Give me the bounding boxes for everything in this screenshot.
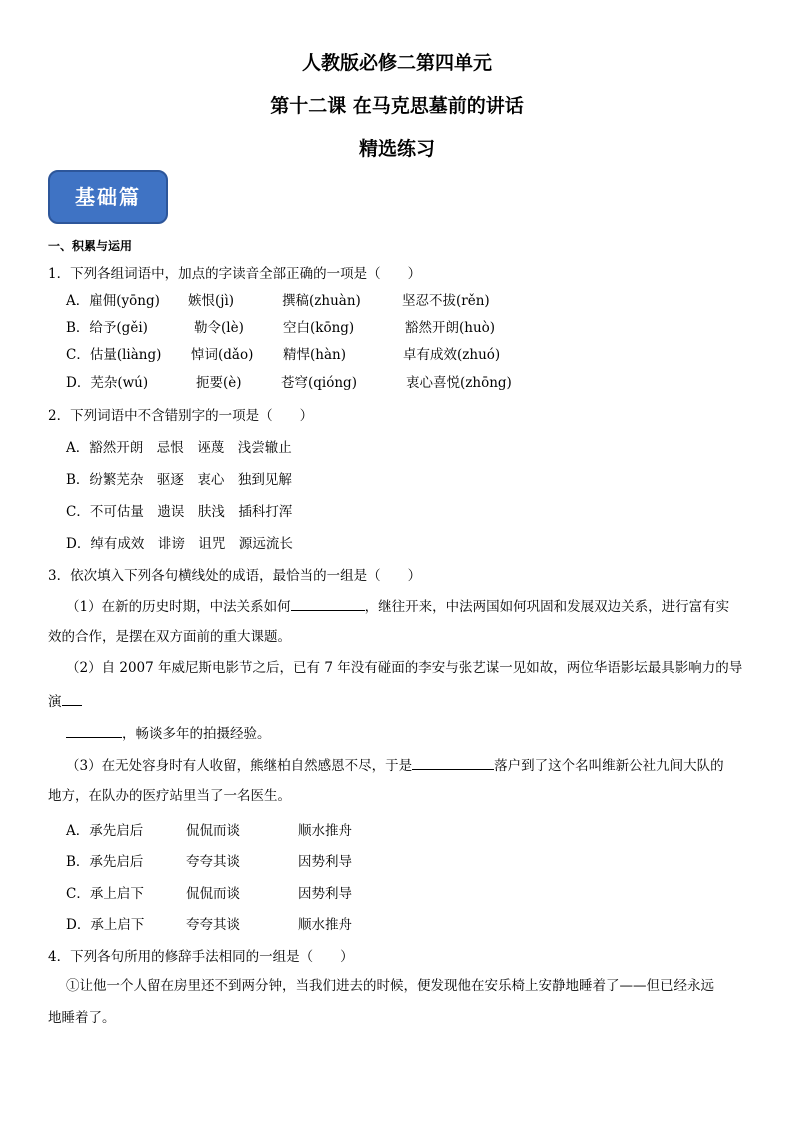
section-badge: 基础篇 [48,170,168,224]
q1-option-b-2: 勒令(lè) [194,320,244,336]
q1-option-b-1: B．给予(gěi) [66,320,148,336]
q3-s2-part-b: 演 [48,694,62,710]
question-1-stem: 1．下列各组词语中，加点的字读音全部正确的一项是（ ） [48,266,422,282]
q3-sentence-1 [66,596,729,616]
q1-option-a-2: 嫉恨(jì) [188,293,235,309]
q3-option-b-2: 夸夸其谈 [186,854,240,870]
q1-option-c-3: 精悍(hàn) [283,347,346,363]
question-3-stem: 3．依次填入下列各句横线处的成语，最恰当的一组是（ ） [48,568,422,584]
q3-option-d-2: 夸夸其谈 [186,917,240,933]
q1-option-d-3: 苍穹(qióng) [281,375,357,391]
fill-blank [412,755,494,770]
q3-option-b-1: B．承先启后 [66,854,144,870]
question-2-stem: 2．下列词语中不含错别字的一项是（ ） [48,408,314,424]
q2-option-c: C．不可估量 遗误 肤浅 插科打浑 [66,504,293,520]
q1-option-a-1: A．雇佣(yōng) [66,293,160,309]
lesson-title: 第十二课 在马克思墓前的讲话 [270,95,524,117]
q3-s3-part-b: 落户到了这个名叫维新公社九间大队的 [494,758,724,774]
q4-sentence-1: ①让他一个人留在房里还不到两分钟，当我们进去的时候，便发现他在安乐椅上安静地睡着了——但已经永远 [66,978,714,994]
question-4-stem: 4．下列各句所用的修辞手法相同的一组是（ ） [48,949,354,965]
q2-option-d: D．绰有成效 诽谤 诅咒 源远流长 [66,536,293,552]
q3-option-c-2: 侃侃而谈 [186,886,240,902]
q1-option-c-4: 卓有成效(zhuó) [403,347,501,363]
q1-option-b-4: 豁然开朗(huò) [405,320,496,336]
q3-s2-part-c: ，畅谈多年的拍摄经验。 [122,726,271,742]
q3-option-a-2: 侃侃而谈 [186,823,240,839]
q3-sentence-1-cont: 效的合作，是摆在双方面前的重大课题。 [48,629,291,645]
q3-option-a-1: A．承先启后 [66,823,144,839]
q1-option-d-2: 扼要(è) [196,375,242,391]
q3-sentence-2-cont [48,691,82,711]
fill-blank [66,723,122,738]
page-title: 人教版必修二第四单元 [301,52,492,74]
q3-s3-part-a: （3）在无处容身时有人收留，熊继柏自然感恩不尽，于是 [66,758,413,774]
q1-option-b-3: 空白(kōng) [283,320,355,336]
q3-option-c-3: 因势利导 [298,886,352,902]
q1-option-c-2: 悼词(dǎo) [191,347,254,363]
q3-sentence-3-cont: 地方，在队办的医疗站里当了一名医生。 [48,788,291,804]
q3-s1-part-a: （1）在新的历史时期，中法关系如何 [66,599,291,615]
fill-blank [62,691,82,706]
q1-option-a-4: 坚忍不拔(rěn) [402,293,490,309]
q3-option-c-1: C．承上启下 [66,886,144,902]
subtitle: 精选练习 [358,138,435,160]
q3-option-a-3: 顺水推舟 [298,823,352,839]
q3-sentence-2: （2）自 2007 年威尼斯电影节之后，已有 7 年没有碰面的李安与张艺谋一见如故，两位华语影坛最具影响力的导 [66,660,743,676]
q3-s1-part-b: ，继往开来，中法两国如何巩固和发展双边关系，进行富有实 [364,599,730,615]
q1-option-d-1: D．芜杂(wú) [66,375,149,391]
q1-option-d-4: 衷心喜悦(zhōng) [406,375,512,391]
q4-sentence-1-cont: 地睡着了。 [48,1010,116,1026]
q3-sentence-3 [66,755,724,775]
q3-option-d-1: D．承上启下 [66,917,145,933]
q2-option-a: A．豁然开朗 忌恨 诬蔑 浅尝辙止 [66,440,292,456]
q3-sentence-2-end [66,723,271,743]
q3-option-b-3: 因势利导 [298,854,352,870]
fill-blank [291,596,365,611]
section-heading: 一、积累与运用 [48,239,133,253]
q1-option-c-1: C．估量(liàng) [66,347,162,363]
q1-option-a-3: 撰稿(zhuàn) [282,293,361,309]
q2-option-b: B．纷繁芜杂 驱逐 衷心 独到见解 [66,472,292,488]
q3-option-d-3: 顺水推舟 [298,917,352,933]
